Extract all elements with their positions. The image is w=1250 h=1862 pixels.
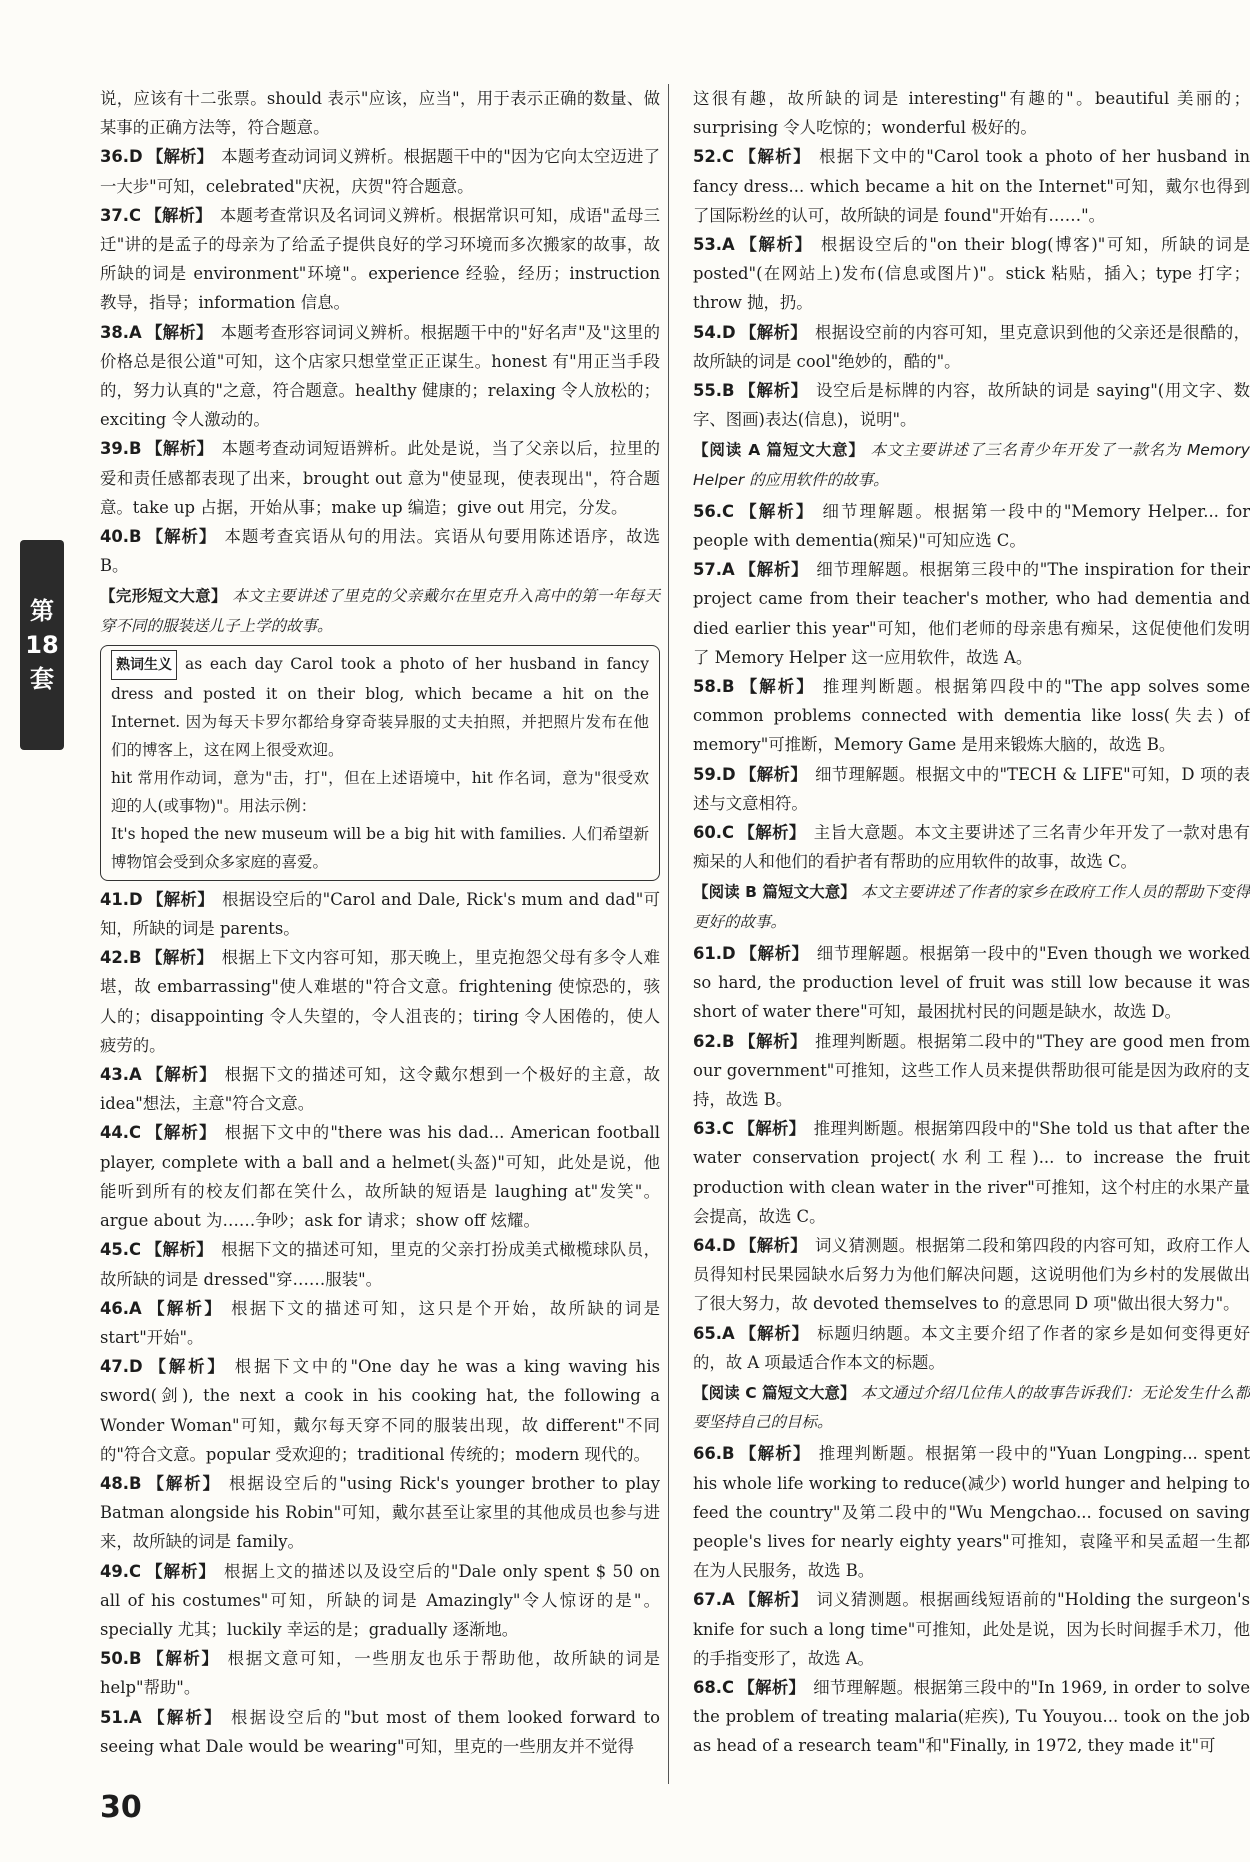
answer-item [693,142,1250,230]
answer-number: 66.B [693,1444,735,1464]
answer-list [693,142,1250,434]
analysis-tag: 【 解析 】 [740,323,807,342]
answer-explanation: 根据下文中的"One day he was a king waving his sword(剑), the next a cook in his cooking hat, the following a Wonder Woman"可知，戴尔每天穿不同的服装出现，故 different"不同的"符合文意。popular 受欢迎的；traditional 传统的；modern 现代的。 [100,1357,660,1464]
answer-item [693,760,1250,818]
answer-item [100,1235,660,1293]
column-divider [668,84,669,1784]
answer-item [693,672,1250,760]
answer-list [100,885,660,1761]
answer-explanation: 词义猜测题。根据画线短语前的"Holding the surgeon's knife for such a long time"可推知，此处是说，因为长时间握手术刀，他的手指变形了，故选 A。 [693,1590,1250,1668]
analysis-tag: 【 解析 】 [146,1474,221,1493]
continued-paragraph: 这很有趣，故所缺的词是 interesting"有趣的"。beautiful 美丽的；surprising 令人吃惊的；wonderful 极好的。 [693,89,1250,138]
summary-text: 本文主要讲述了作者的家乡在政府工作人员的帮助下变得更好的故事。 [693,883,1250,931]
answer-number: 67.A [693,1590,735,1610]
answer-item [100,201,660,318]
analysis-tag: 【 解析 】 [738,1119,805,1138]
analysis-tag: 【 解析 】 [739,1444,811,1463]
summary-text: 本文通过介绍几位伟人的故事告诉我们：无论发生什么都要坚持自己的目标。 [693,1383,1250,1432]
analysis-tag: 【 解析 】 [739,235,813,254]
answer-number: 47.D [100,1357,143,1377]
answer-explanation: 根据上下文内容可知，那天晚上，里克抱怨父母有多令人难堪，故 embarrassing"使人难堪的"符合文意。frightening 使惊恐的，骇人的；disappointing 令人失望的，令人沮丧的；tiring 令人困倦的，使人疲劳的。 [100,948,661,1055]
set-number-tab-number: 18 [25,631,59,659]
answer-item [693,1027,1250,1115]
set-number-tab-char-2: 套 [30,665,54,693]
summary-text: 本文主要讲述了里克的父亲戴尔在里克升入高中的第一年每天穿不同的服装送儿子上学的故事。 [100,587,660,635]
analysis-tag: 【 解析 】 [738,147,811,166]
answer-explanation: 根据设空后的"on their blog(博客)"可知，所缺的词是 posted"(在网站上)发布(信息或图片)"。stick 粘贴，插入；type 打字；throw 抛，扔。 [693,235,1250,313]
set-number-tab [20,540,64,750]
answer-explanation: 根据下文的描述可知，这只是个开始，故所缺的词是 start"开始"。 [100,1298,661,1347]
reading-b-summary [693,878,1250,936]
answer-explanation: 细节理解题。根据第一段中的"Even though we worked so hard, the production level of fruit was still low because it was short of water there"可知，最困扰村民的问题是缺水，故选 D。 [693,943,1250,1022]
answer-number: 49.C [100,1561,142,1581]
reading-c-summary [693,1379,1250,1437]
vocab-note-example: as each day Carol took a photo of her husband in fancy dress and posted it on their blog, which became a hit on the Internet. 因为每天卡罗尔都给身穿奇装异服的丈夫拍照，并把照片发布在他们的博客上，这在网上很受欢迎。 [111,654,649,759]
answer-explanation: 本题考查形容词词义辨析。根据题干中的"好名声"及"这里的价格总是很公道"可知，这个店家只想堂堂正正谋生。honest 有"用正当手段的，努力认真的"之意，符合题意。healthy 健康的；relaxing 令人放松的；exciting 令人激动的。 [100,322,661,430]
analysis-tag: 【 解析 】 [740,944,809,963]
answer-explanation: 本题考查动词短语辨析。此处是说，当了父亲以后，拉里的爱和责任感都表现了出来，brought out 意为"使显现，使表现出"，符合题意。take up 占据，开始从事；make up 编造；give out 用完，分发。 [100,439,661,517]
answer-explanation: 根据下文中的"Carol took a photo of her husband in fancy dress... which became a hit on the Internet"可知，戴尔也得到了国际粉丝的认可，故所缺的词是 found"开始有……"。 [693,147,1250,225]
answer-explanation: 根据上文的描述以及设空后的"Dale only spent $ 50 on all of his costumes"可知，所缺的词是 Amazingly"令人惊讶的是"。specially 尤其；luckily 幸运的是；gradually 逐渐地。 [100,1561,661,1639]
answer-explanation: 根据设空后的"Carol and Dale, Rick's mum and dad"可知，所缺的词是 parents。 [100,889,661,939]
answer-item [100,522,660,580]
answer-item [693,1231,1250,1319]
analysis-tag: 【 解析 】 [146,1649,220,1668]
answer-explanation: 词义猜测题。根据第二段和第四段的内容可知，政府工作人员得知村民果园缺水后努力为他们解决问题，这说明他们为乡村的发展做出了很大努力，故 devoted themselves to 的意思同 D 项"做出很大努力"。 [693,1235,1250,1314]
answer-number: 54.D [693,322,736,342]
answer-explanation: 根据设空前的内容可知，里克意识到他的父亲还是很酷的，故所缺的词是 cool"绝妙的，酷的"。 [693,322,1250,371]
answer-item [693,1114,1250,1231]
analysis-tag: 【 解析 】 [146,527,217,546]
answer-item [693,230,1250,318]
answer-explanation: 主旨大意题。本文主要讲述了三名青少年开发了一款对患有痴呆的人和他们的看护者有帮助的应用软件的故事，故选 C。 [693,823,1250,872]
answer-number: 62.B [693,1031,735,1051]
vocab-note-explanation: hit 常用作动词，意为"击，打"，但在上述语境中，hit 作名词，意为"很受欢迎的人(或事物)"。用法示例： [111,768,649,815]
analysis-tag: 【 解析 】 [147,890,214,909]
answer-number: 41.D [100,889,143,909]
summary-title: 【 阅读 B 篇短文大意 】 [693,883,856,901]
continued-paragraph: 说，应该有十二张票。should 表示"应该，应当"，用于表示正确的数量、做某事的正确方法等，符合题意。 [100,89,660,138]
reading-a-summary [693,436,1250,494]
answer-explanation: 根据文意可知，一些朋友也乐于帮助他，故所缺的词是 help"帮助"。 [100,1649,661,1698]
answer-number: 56.C [693,501,735,521]
summary-title: 【 阅读 A 篇短文大意 】 [693,441,865,459]
answer-explanation: 推理判断题。根据第四段中的"She told us that after the water conservation project(水利工程)... to increase the fruit production with clean water in the river"可推知，这个村庄的水果产量会提高，故选 C。 [693,1119,1250,1226]
answer-number: 43.A [100,1065,142,1085]
answer-explanation: 根据下文中的"there was his dad... American football player, complete with a ball and a helmet(头盔)"可知，此处是说，他能听到所有的校友们都在笑什么，故所缺的短语是 laughing at"发笑"。argue about 为……争吵；ask for 请求；show off 炫耀。 [100,1123,661,1231]
answer-explanation: 推理判断题。根据第二段中的"They are good men from our government"可推知，这些工作人员来提供帮助很可能是因为政府的支持，故选 B。 [693,1031,1250,1109]
answer-item [693,1319,1250,1377]
answer-number: 48.B [100,1473,142,1493]
analysis-tag: 【 解析 】 [740,1236,807,1255]
summary-text: 本文主要讲述了三名青少年开发了一款名为 Memory Helper 的应用软件的故事。 [693,441,1250,489]
analysis-tag: 【 解析 】 [739,381,808,400]
left-column [100,84,660,1761]
answer-explanation: 本题考查宾语从句的用法。宾语从句要用陈述语序，故选 B。 [100,527,661,576]
answer-explanation: 根据设空后的"but most of them looked forward to seeing what Dale would be wearing"可知，里克的一些朋友并不觉得 [100,1707,661,1756]
answer-number: 44.C [100,1123,142,1143]
answer-number: 46.A [100,1298,142,1318]
answer-explanation: 推理判断题。根据第一段中的"Yuan Longping... spent his whole life working to reduce(减少) world hunger and helping to feed the country"及第二段中的"Wu Mengchao... focused on saving people's lives for nearly eighty years"可推知，袁隆平和吴孟超一生都在为人民服务，故选 B。 [693,1444,1250,1581]
answer-number: 51.A [100,1707,142,1727]
analysis-tag: 【 解析 】 [738,823,806,842]
answer-number: 64.D [693,1235,736,1255]
answer-number: 39.B [100,439,142,459]
analysis-tag: 【 解析 】 [145,1123,217,1142]
analysis-tag: 【 解析 】 [739,1032,808,1051]
answer-item [693,818,1250,876]
analysis-tag: 【 解析 】 [146,323,213,342]
answer-number: 50.B [100,1649,142,1669]
analysis-tag: 【 解析 】 [146,439,214,458]
answer-list [693,497,1250,877]
answer-explanation: 细节理解题。根据第一段中的"Memory Helper... for people with dementia(痴呆)"可知应选 C。 [693,501,1250,551]
answer-explanation: 细节理解题。根据第三段中的"The inspiration for their project came from their teacher's mother, who had dementia and died earlier this year"可知，他们老师的母亲患有痴呆，这促使他们发明了 Memory Helper 这一应用软件，故选 A。 [693,560,1250,667]
answer-explanation: 根据下文的描述可知，里克的父亲打扮成美式橄榄球队员，故所缺的词是 dressed"穿……服装"。 [100,1240,661,1289]
answer-list [693,1439,1250,1760]
analysis-tag: 【 解析 】 [146,948,214,967]
answer-explanation: 本题考查动词词义辨析。根据题干中的"因为它向太空迈进了一大步"可知，celebrated"庆祝，庆贺"符合题意。 [100,147,661,196]
answer-explanation: 根据设空后的"using Rick's younger brother to play Batman alongside his Robin"可知，戴尔甚至让家里的其他成员也参与进来，故所缺的词是 family。 [100,1473,660,1552]
answer-item [693,555,1250,672]
answer-item [693,376,1250,434]
vocab-note-usage: It's hoped the new museum will be a big hit with families. 人们希望新博物馆会受到众多家庭的喜爱。 [111,824,649,871]
answer-item [693,1673,1250,1761]
answer-item [693,497,1250,555]
answer-item [100,1703,660,1761]
answer-item [693,1585,1250,1673]
answer-explanation: 根据下文的描述可知，这令戴尔想到一个极好的主意，故 idea"想法，主意"符合文意。 [100,1065,661,1114]
answer-explanation: 推理判断题。根据第四段中的"The app solves some common problems connected with dementia like loss(失去) of memory"可推断，Memory Game 是用来锻炼大脑的，故选 B。 [693,677,1250,755]
analysis-tag: 【 解析 】 [146,1299,223,1318]
vocab-note-box [100,645,660,881]
answer-number: 57.A [693,560,735,580]
answer-number: 45.C [100,1240,142,1260]
answer-number: 53.A [693,235,735,255]
analysis-tag: 【 解析 】 [145,206,212,225]
vocab-note-title: 熟词生义 [111,650,177,680]
analysis-tag: 【 解析 】 [145,1562,216,1581]
answer-item [100,142,660,200]
answer-number: 63.C [693,1119,735,1139]
answer-number: 40.B [100,527,142,547]
answer-item [100,885,660,943]
page-number: 30 [100,1790,142,1825]
answer-explanation: 设空后是标牌的内容，故所缺的词是 saying"(用文字、数字、图画)表达(信息)，说明"。 [693,381,1250,430]
analysis-tag: 【 解析 】 [147,1357,227,1376]
answer-explanation: 本题考查常识及名词词义辨析。根据常识可知，成语"孟母三迁"讲的是孟子的母亲为了给孟子提供良好的学习环境而多次搬家的故事，故所缺的词是 environment"环境"。experience 经验，经历；instruction 教导，指导；information 信息。 [100,205,661,313]
answer-number: 37.C [100,205,142,225]
answer-number: 61.D [693,943,736,963]
analysis-tag: 【 解析 】 [739,560,809,579]
analysis-tag: 【 解析 】 [738,1678,805,1697]
analysis-tag: 【 解析 】 [146,1708,223,1727]
answer-item [693,939,1250,1027]
summary-title: 【 完形短文大意 】 [100,587,227,605]
answer-item [693,1439,1250,1585]
answer-item [100,1469,660,1557]
answer-number: 60.C [693,823,735,843]
answer-number: 58.B [693,677,735,697]
answer-item [100,1644,660,1702]
answer-number: 55.B [693,381,735,401]
answer-number: 52.C [693,147,735,167]
analysis-tag: 【 解析 】 [739,1324,809,1343]
answer-item [100,943,660,1060]
answer-list [693,939,1250,1377]
analysis-tag: 【 解析 】 [740,765,807,784]
analysis-tag: 【 解析 】 [145,1240,213,1259]
analysis-tag: 【 解析 】 [147,147,214,166]
answer-number: 65.A [693,1323,735,1343]
set-number-tab-char-1: 第 [30,597,54,625]
continued-text [100,84,660,142]
right-column [693,84,1250,1761]
analysis-tag: 【 解析 】 [738,502,814,521]
answer-explanation: 细节理解题。根据文中的"TECH & LIFE"可知，D 项的表述与文意相符。 [693,764,1250,813]
answer-number: 36.D [100,147,143,167]
answer-item [693,318,1250,376]
answer-item [100,1352,660,1469]
answer-explanation: 标题归纳题。本文主要介绍了作者的家乡是如何变得更好的，故 A 项最适合作本文的标题。 [693,1323,1250,1372]
answer-number: 38.A [100,322,142,342]
analysis-tag: 【 解析 】 [146,1065,217,1084]
answer-item [100,1557,660,1645]
answer-number: 59.D [693,764,736,784]
answer-item [100,1118,660,1235]
answer-list [100,142,660,580]
analysis-tag: 【 解析 】 [739,1590,809,1609]
answer-item [100,1060,660,1118]
answer-explanation: 细节理解题。根据第三段中的"In 1969, in order to solve the problem of treating malaria(疟疾), Tu Youyou... took on the job as head of a research team"和"Finally, in 1972, they made it"可 [693,1677,1250,1756]
answer-number: 68.C [693,1677,735,1697]
answer-item [100,318,660,435]
answer-number: 42.B [100,948,142,968]
continued-text [693,84,1250,142]
analysis-tag: 【 解析 】 [739,677,815,696]
cloze-summary [100,582,660,640]
summary-title: 【 阅读 C 篇短文大意 】 [693,1384,856,1402]
answer-item [100,434,660,522]
answer-item [100,1294,660,1352]
